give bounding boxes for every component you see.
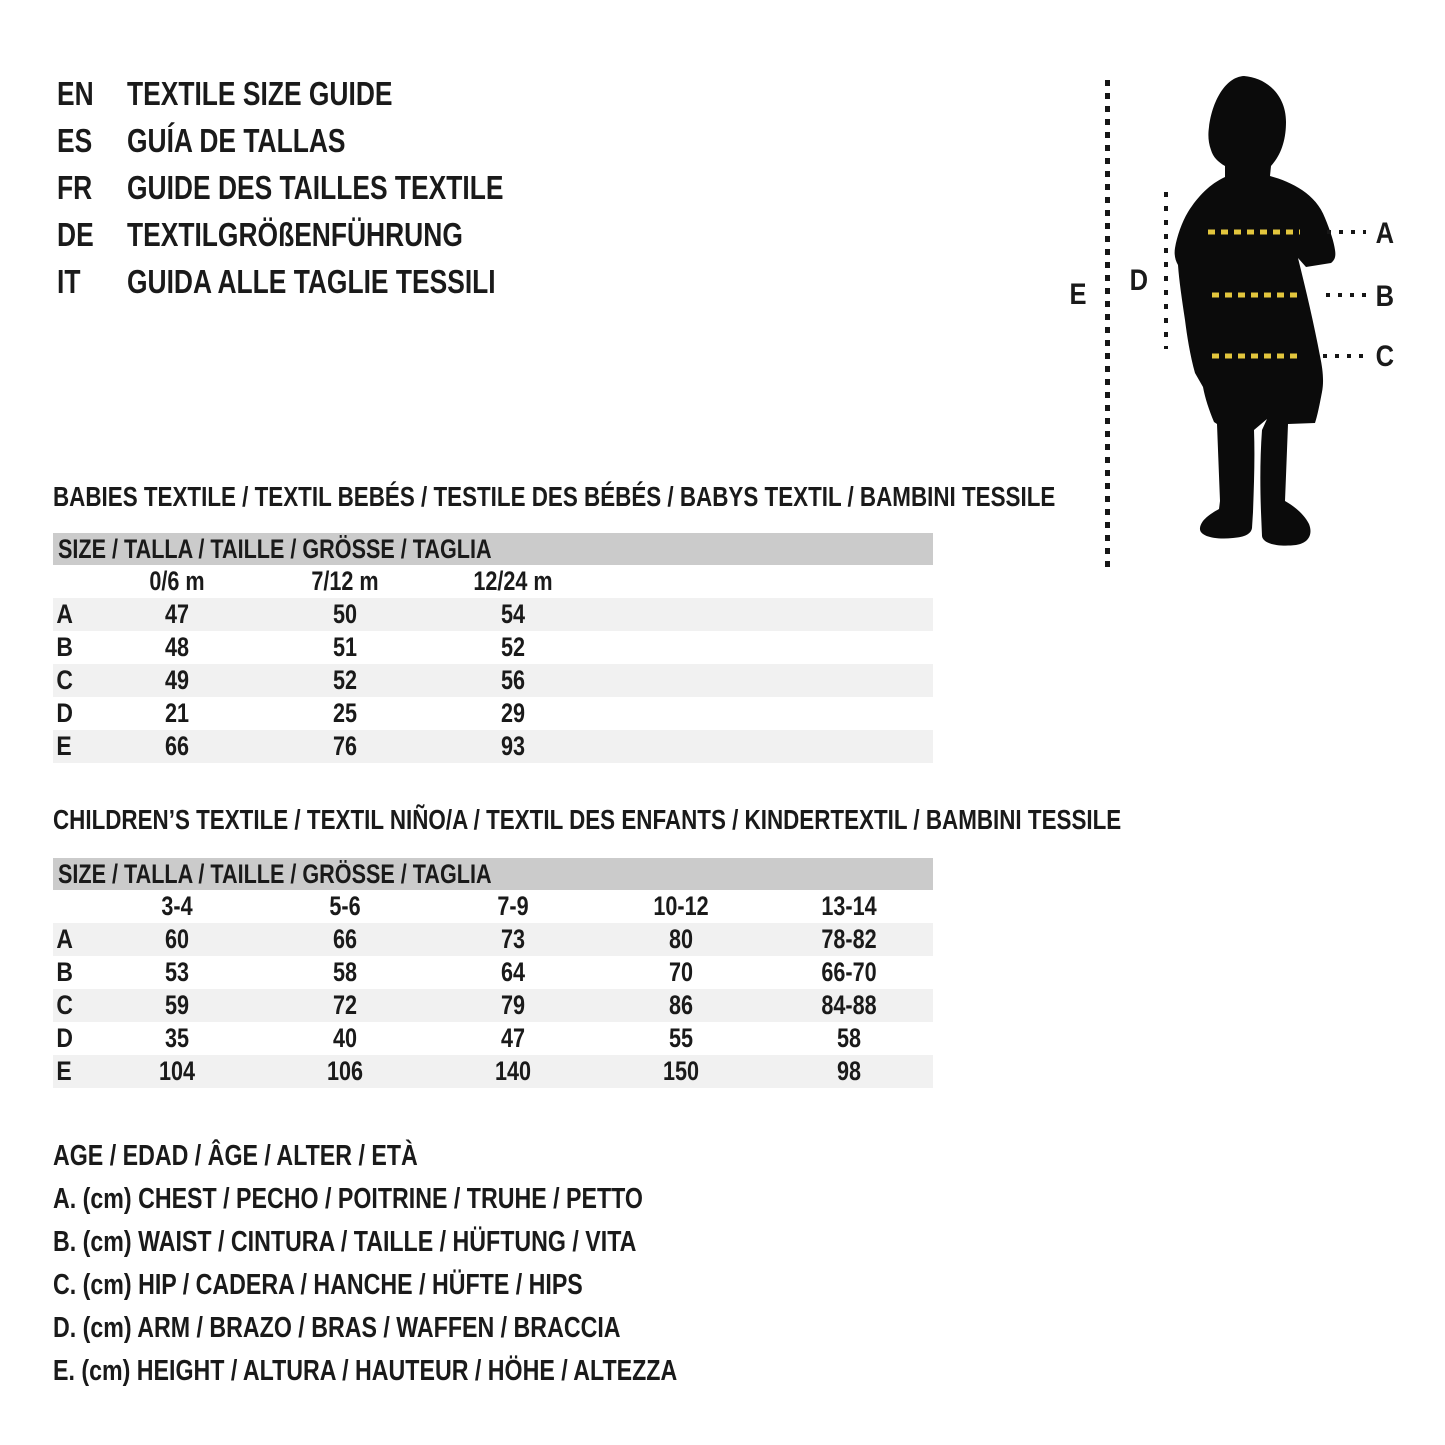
table-row: C 49 52 56 [53, 664, 933, 697]
table-row: A 60 66 73 80 78-82 [53, 923, 933, 956]
guide-title: TEXTILGRÖßENFÜHRUNG [127, 215, 463, 253]
children-size-table [53, 858, 933, 1088]
legend-arm: D. (cm) ARM / BRAZO / BRAS / WAFFEN / BRACCIA [53, 1312, 621, 1344]
row-label: A [56, 599, 73, 629]
table-row: B 53 58 64 70 66-70 [53, 956, 933, 989]
row-label: B [56, 632, 73, 662]
measure-label-c: C [1375, 340, 1395, 373]
table-row: D 21 25 29 [53, 697, 933, 730]
language-code: IT [57, 262, 81, 300]
title-row-en [57, 70, 598, 117]
column-header: 0/6 m [149, 566, 205, 596]
row-label: C [56, 990, 73, 1020]
column-header: 7/12 m [311, 566, 379, 596]
babies-section-title: BABIES TEXTILE / TEXTIL BEBÉS / TESTILE DES BÉBÉS / BABYS TEXTIL / BAMBINI TESSILE [53, 481, 1056, 512]
legend-hip: C. (cm) HIP / CADERA / HANCHE / HÜFTE / HIPS [53, 1269, 583, 1301]
column-header: 3-4 [161, 891, 193, 921]
children-table-header-bar: SIZE / TALLA / TAILLE / GRÖSSE / TAGLIA [53, 858, 933, 890]
children-column-headers [53, 890, 933, 923]
title-row-es [57, 117, 598, 164]
table-row: E 66 76 93 [53, 730, 933, 763]
title-row-de [57, 211, 598, 258]
table-row: E 104 106 140 150 98 [53, 1055, 933, 1088]
language-code: ES [57, 121, 93, 159]
table-row: C 59 72 79 86 84-88 [53, 989, 933, 1022]
language-code: DE [57, 215, 94, 253]
measure-label-b: B [1375, 280, 1395, 313]
column-header: 12/24 m [473, 566, 553, 596]
guide-title: GUIDA ALLE TAGLIE TESSILI [127, 262, 496, 300]
column-header: 5-6 [329, 891, 361, 921]
row-label: D [56, 1023, 73, 1053]
guide-title: GUIDE DES TAILLES TEXTILE [127, 168, 504, 206]
measure-label-d: D [1129, 264, 1149, 297]
row-label: E [56, 731, 72, 761]
column-header: 10-12 [653, 891, 709, 921]
language-title-block [57, 70, 598, 305]
table-row: A 47 50 54 [53, 598, 933, 631]
language-code: FR [57, 168, 93, 206]
row-label: C [56, 665, 73, 695]
title-row-it [57, 258, 598, 305]
language-code: EN [57, 74, 94, 112]
measure-label-e: E [1069, 278, 1087, 311]
legend-chest: A. (cm) CHEST / PECHO / POITRINE / TRUHE / PETTO [53, 1183, 643, 1215]
legend-age: AGE / EDAD / ÂGE / ALTER / ETÀ [53, 1140, 418, 1172]
measurement-legend [53, 1135, 833, 1393]
child-silhouette-shape [1175, 76, 1336, 546]
title-row-fr [57, 164, 598, 211]
legend-height: E. (cm) HEIGHT / ALTURA / HAUTEUR / HÖHE / ALTEZZA [53, 1355, 678, 1387]
guide-title: GUÍA DE TALLAS [127, 121, 346, 159]
column-header: 7-9 [497, 891, 529, 921]
children-section-title: CHILDREN’S TEXTILE / TEXTIL NIÑO/A / TEXTIL DES ENFANTS / KINDERTEXTIL / BAMBINI TESSILE [53, 804, 1122, 835]
row-label: A [56, 924, 73, 954]
guide-title: TEXTILE SIZE GUIDE [127, 74, 393, 112]
babies-table-header-bar: SIZE / TALLA / TAILLE / GRÖSSE / TAGLIA [53, 533, 933, 565]
table-row: D 35 40 47 55 58 [53, 1022, 933, 1055]
babies-size-table [53, 533, 933, 763]
row-label: B [56, 957, 73, 987]
row-label: D [56, 698, 73, 728]
measure-label-a: A [1375, 217, 1395, 250]
row-label: E [56, 1056, 72, 1086]
legend-waist: B. (cm) WAIST / CINTURA / TAILLE / HÜFTUNG / VITA [53, 1226, 637, 1258]
table-row: B 48 51 52 [53, 631, 933, 664]
babies-column-headers [53, 565, 933, 598]
column-header: 13-14 [821, 891, 877, 921]
